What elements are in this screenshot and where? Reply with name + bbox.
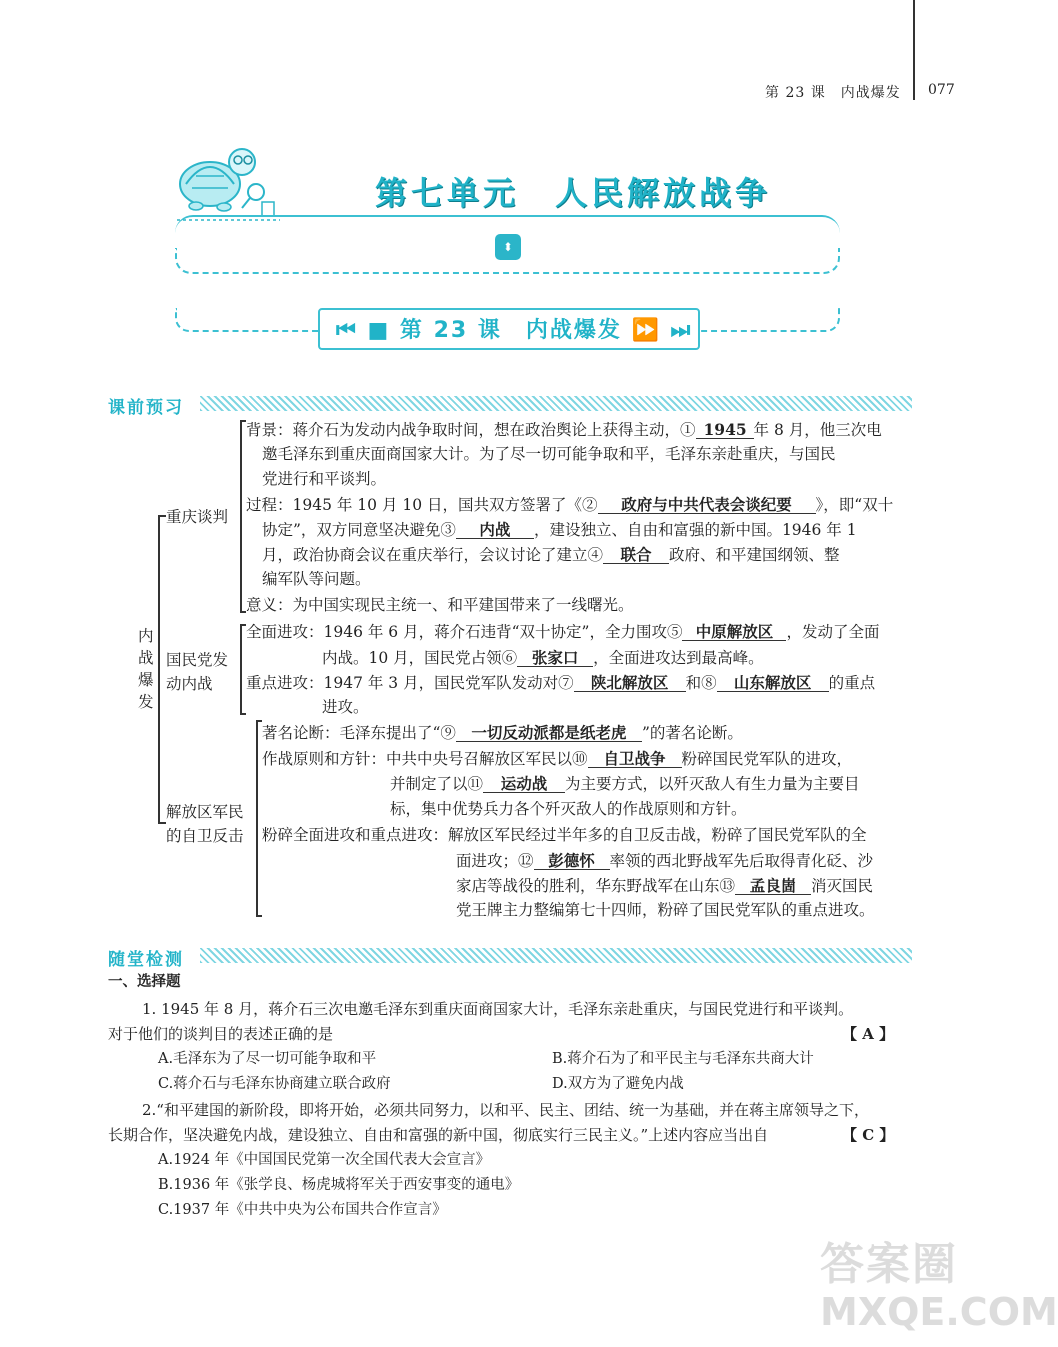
answer-2: 政府与中共代表会谈纪要 [598, 497, 816, 514]
text-span: 和⑧ [685, 674, 717, 692]
text-span: 》，即“双十 [815, 496, 894, 514]
root-label: 内战爆发 [138, 627, 154, 711]
text-span: ”的著名论断。 [641, 724, 743, 742]
q2-answer: 【 C 】 [842, 1126, 895, 1144]
text-span: 作战原则和方针：中共中央号召解放区军民以⑩ [262, 750, 588, 768]
text-span: 为主要方式，以歼灭敌人有生力量为主要目 [565, 775, 860, 793]
root-bracket [158, 515, 160, 823]
group2-bracket-tick [240, 713, 246, 715]
significance-line: 意义：为中国实现民主统一、和平建国带来了一线曙光。 [246, 596, 634, 614]
background-line-2: 邀毛泽东到重庆面商国家大计。为了尽一切可能争取和平，毛泽东亲赴重庆，与国民 [262, 445, 836, 463]
principle-line-1 [262, 751, 852, 768]
answer-4: 联合 [603, 547, 669, 564]
answer-7: 陕北解放区 [574, 675, 686, 692]
root-bracket-tick [158, 515, 166, 517]
answer-1: 1945 [696, 422, 754, 439]
text-span: 全面进攻：1946 年 6 月，蒋介石违背“双十协定”，全力围攻⑤ [246, 623, 683, 641]
text-span: 过程：1945 年 10 月 10 日，国共双方签署了《② [246, 496, 598, 514]
text-span: 协定”，双方同意坚决避免③ [262, 521, 456, 539]
q2-option-b[interactable]: B.1936 年《张学良、杨虎城将军关于西安事变的通电》 [158, 1177, 520, 1193]
counterattack-line-2 [456, 853, 873, 870]
lesson-banner-dash-right [700, 308, 840, 332]
header-divider [913, 0, 915, 100]
counterattack-line-4: 党王牌主力整编第七十四师，粉碎了国民党军队的重点进攻。 [456, 901, 875, 919]
text-span: 政府、和平建国纲领、整 [669, 546, 840, 564]
q1-option-a[interactable]: A.毛泽东为了尽一切可能争取和平 [158, 1051, 377, 1067]
group1-bracket [240, 420, 242, 612]
q2-option-c[interactable]: C.1937 年《中共中央为公布国共合作宣言》 [158, 1202, 447, 1218]
text-span: 月，政治协商会议在重庆举行，会议讨论了建立④ [262, 546, 604, 564]
group3-bracket-tick [256, 720, 262, 722]
section-title: 一、选择题 [108, 973, 181, 990]
q2-option-a[interactable]: A.1924 年《中国国民党第一次全国代表大会宣言》 [158, 1152, 491, 1168]
watermark-logo: 答案圈 [820, 1239, 958, 1290]
answer-9: 一切反动派都是纸老虎 [456, 725, 642, 742]
text-span: 背景：蒋介石为发动内战争取时间，想在政治舆论上获得主动，① [246, 421, 696, 439]
text-span: 著名论断：毛泽东提出了“⑨ [262, 724, 456, 742]
principle-line-3: 标，集中优势兵力各个歼灭敌人的作战原则和方针。 [390, 800, 747, 818]
full-attack-line-2 [322, 650, 764, 667]
q1-answer: 【 A 】 [842, 1025, 895, 1043]
text-span: 重点进攻：1947 年 3 月，国民党军队发动对⑦ [246, 674, 574, 692]
text-span: 消灭国民 [811, 877, 874, 895]
answer-11: 运动战 [483, 776, 565, 793]
text-span: 面进攻；⑫ [456, 852, 534, 870]
text-span: ，建设独立、自由和富强的新中国。1946 年 1 [533, 521, 857, 539]
watermark-url: MXQE.COM [820, 1290, 1058, 1334]
q1-line-1: 1. 1945 年 8 月，蒋介石三次电邀毛泽东到重庆面商国家大计，毛泽东亲赴重庆，与国民党进行和平谈判。 [142, 1000, 854, 1018]
principle-line-2 [390, 776, 860, 793]
process-line-4: 编军队等问题。 [262, 570, 371, 588]
expand-toggle-icon: ⬍ [495, 234, 521, 260]
q2-line-1: 2.“和平建国的新阶段，即将开始，必须共同努力，以和平、民主、团结、统一为基础，并在蒋主席领导之下， [142, 1101, 869, 1119]
group-label-chongqing: 重庆谈判 [166, 508, 229, 526]
text-span: 并制定了以⑪ [390, 775, 484, 793]
counterattack-line-3 [456, 878, 873, 895]
answer-12: 彭德怀 [534, 853, 610, 870]
text-span: 年 8 月，他三次电 [753, 421, 882, 439]
group-label-liberated: 解放区军民的自卫反击 [166, 803, 244, 845]
check-heading-bar [200, 948, 912, 963]
q1-option-b[interactable]: B.蒋介石为了和平民主与毛泽东共商大计 [552, 1051, 814, 1067]
thesis-line [262, 725, 743, 742]
group3-bracket [256, 720, 258, 916]
header-lesson: 第 23 课 内战爆发 [765, 85, 901, 101]
group3-bracket-tick [256, 915, 262, 917]
text-span: 的重点 [828, 674, 876, 692]
preview-heading: 课前预习 [108, 398, 184, 418]
full-attack-line-1 [246, 624, 879, 641]
key-attack-line-1 [246, 675, 875, 692]
background-line-1 [246, 422, 882, 439]
page-number: 077 [928, 82, 955, 98]
turtle-mascot-icon [172, 140, 284, 224]
process-line-1 [246, 497, 893, 514]
process-line-2 [262, 522, 857, 539]
text-span: 内战。10 月，国民党占领⑥ [322, 649, 518, 667]
text-span: 粉碎国民党军队的进攻， [681, 750, 853, 768]
q2-line-2: 长期合作，坚决避免内战，建设独立、自由和富强的新中国，彻底实行三民主义。”上述内容应当出自 [108, 1126, 769, 1144]
q1-option-c[interactable]: C.蒋介石与毛泽东协商建立联合政府 [158, 1076, 391, 1092]
text-span: ，发动了全面 [786, 623, 880, 641]
counterattack-line-1: 粉碎全面进攻和重点进攻：解放区军民经过半年多的自卫反击战，粉碎了国民党军队的全 [262, 826, 867, 844]
check-heading: 随堂检测 [108, 950, 184, 970]
answer-6: 张家口 [517, 650, 593, 667]
root-bracket-tick [158, 822, 166, 824]
q1-option-d[interactable]: D.双方为了避免内战 [552, 1076, 684, 1092]
answer-8: 山东解放区 [717, 675, 829, 692]
group-label-kmt: 国民党发动内战 [166, 651, 229, 693]
text-span: 率领的西北野战军先后取得青化砭、沙 [609, 852, 874, 870]
preview-heading-bar [200, 396, 912, 411]
lesson-banner-dash-left [175, 308, 320, 332]
answer-3: 内战 [456, 522, 534, 539]
text-span: ，全面进攻达到最高峰。 [593, 649, 764, 667]
background-line-3: 党进行和平谈判。 [262, 470, 387, 488]
process-line-3 [262, 547, 840, 564]
answer-10: 自卫战争 [588, 751, 682, 768]
key-attack-line-2: 进攻。 [322, 698, 369, 716]
answer-5: 中原解放区 [682, 624, 786, 641]
q1-line-2: 对于他们的谈判目的表述正确的是 [108, 1025, 334, 1043]
unit-title: 第七单元 人民解放战争 [375, 174, 772, 212]
group2-bracket [240, 624, 242, 714]
text-span: 家店等战役的胜利，华东野战军在山东⑬ [456, 877, 736, 895]
answer-13: 孟良崮 [735, 878, 811, 895]
lesson-title: ⏮ ■ 第 23 课 内战爆发 ⏩ ⏭ [336, 318, 693, 343]
